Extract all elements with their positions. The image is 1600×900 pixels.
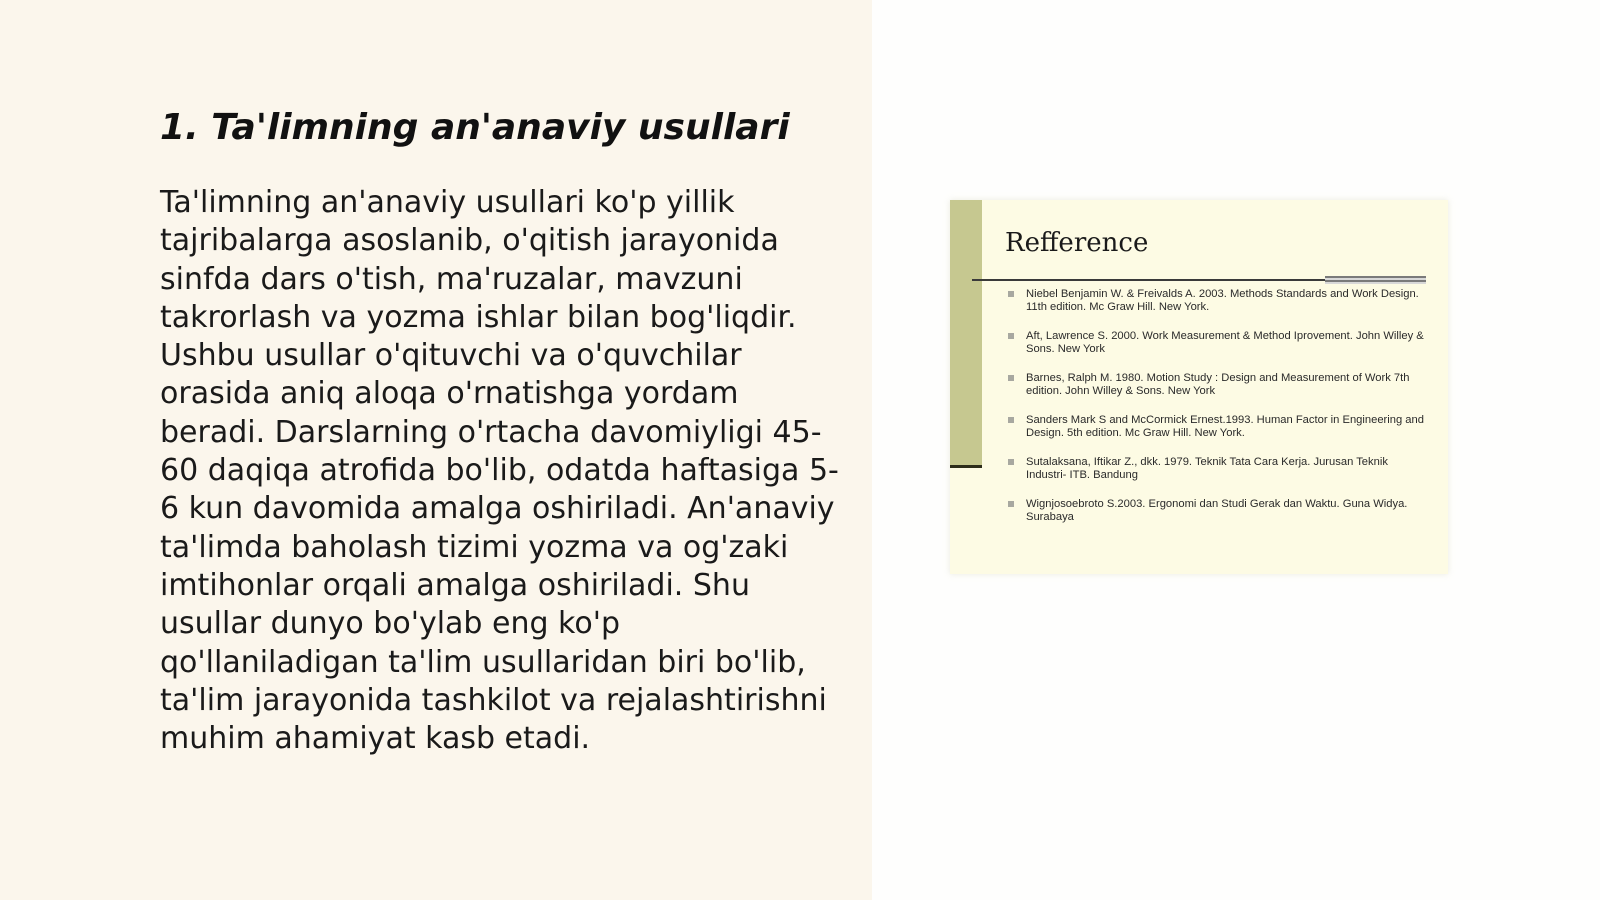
reference-item <box>1008 456 1428 498</box>
reference-item-text: Aft, Lawrence S. 2000. Work Measurement & Method Iprovement. John Willey & Sons. New York <box>1026 330 1424 355</box>
slide-body-text: Ta'limning an'anaviy usullari ko'p yillik tajribalarga asoslanib, o'qitish jarayonida sinfda dars o'tish, ma'ruzalar, mavzuni takrorlash va yozma ishlar bilan bog'liqdir. Ushbu usullar o'qituvchi va o'quvchilar orasida aniq aloqa o'rnatishga yordam beradi. Darslarning o'rtacha davomiyligi 45-60 daqiqa atrofida bo'lib, odatda haftasiga 5-6 kun davomida amalga oshiriladi. An'anaviy ta'limda baholash tizimi yozma va og'zaki imtihonlar orqali amalga oshiriladi. Shu usullar dunyo bo'ylab eng ko'p qo'llaniladigan ta'lim usullaridan biri bo'lib, ta'lim jarayonida tashkilot va rejalashtirishni muhim ahamiyat kasb etadi. <box>160 185 839 757</box>
reference-title: Refference <box>1005 228 1149 258</box>
reference-item <box>1008 498 1428 540</box>
reference-item <box>1008 330 1428 372</box>
reference-item-text: Barnes, Ralph M. 1980. Motion Study : Design and Measurement of Work 7th edition. John Willey & Sons. New York <box>1026 372 1410 397</box>
bullet-icon <box>1008 459 1014 465</box>
reference-item <box>1008 372 1428 414</box>
reference-item <box>1008 414 1428 456</box>
reference-item-text: Wignjosoebroto S.2003. Ergonomi dan Studi Gerak dan Waktu. Guna Widya. Surabaya <box>1026 498 1408 523</box>
reference-item-text: Sutalaksana, Iftikar Z., dkk. 1979. Teknik Tata Cara Kerja. Jurusan Teknik Industri- ITB. Bandung <box>1026 456 1388 481</box>
reference-item <box>1008 288 1428 330</box>
reference-item-text: Niebel Benjamin W. & Freivalds A. 2003. Methods Standards and Work Design. 11th edition. Mc Graw Hill. New York. <box>1026 288 1419 313</box>
bullet-icon <box>1008 291 1014 297</box>
bullet-icon <box>1008 375 1014 381</box>
bullet-icon <box>1008 501 1014 507</box>
reference-divider-accent <box>1325 276 1426 284</box>
reference-list <box>1008 288 1428 540</box>
bullet-icon <box>1008 333 1014 339</box>
reference-item-text: Sanders Mark S and McCormick Ernest.1993. Human Factor in Engineering and Design. 5th edition. Mc Graw Hill. New York. <box>1026 414 1424 439</box>
bullet-icon <box>1008 417 1014 423</box>
slide-title: 1. Ta'limning an'anaviy usullari <box>160 107 790 148</box>
reference-sidebar-bar <box>950 200 982 468</box>
reference-slide-image <box>950 200 1448 574</box>
